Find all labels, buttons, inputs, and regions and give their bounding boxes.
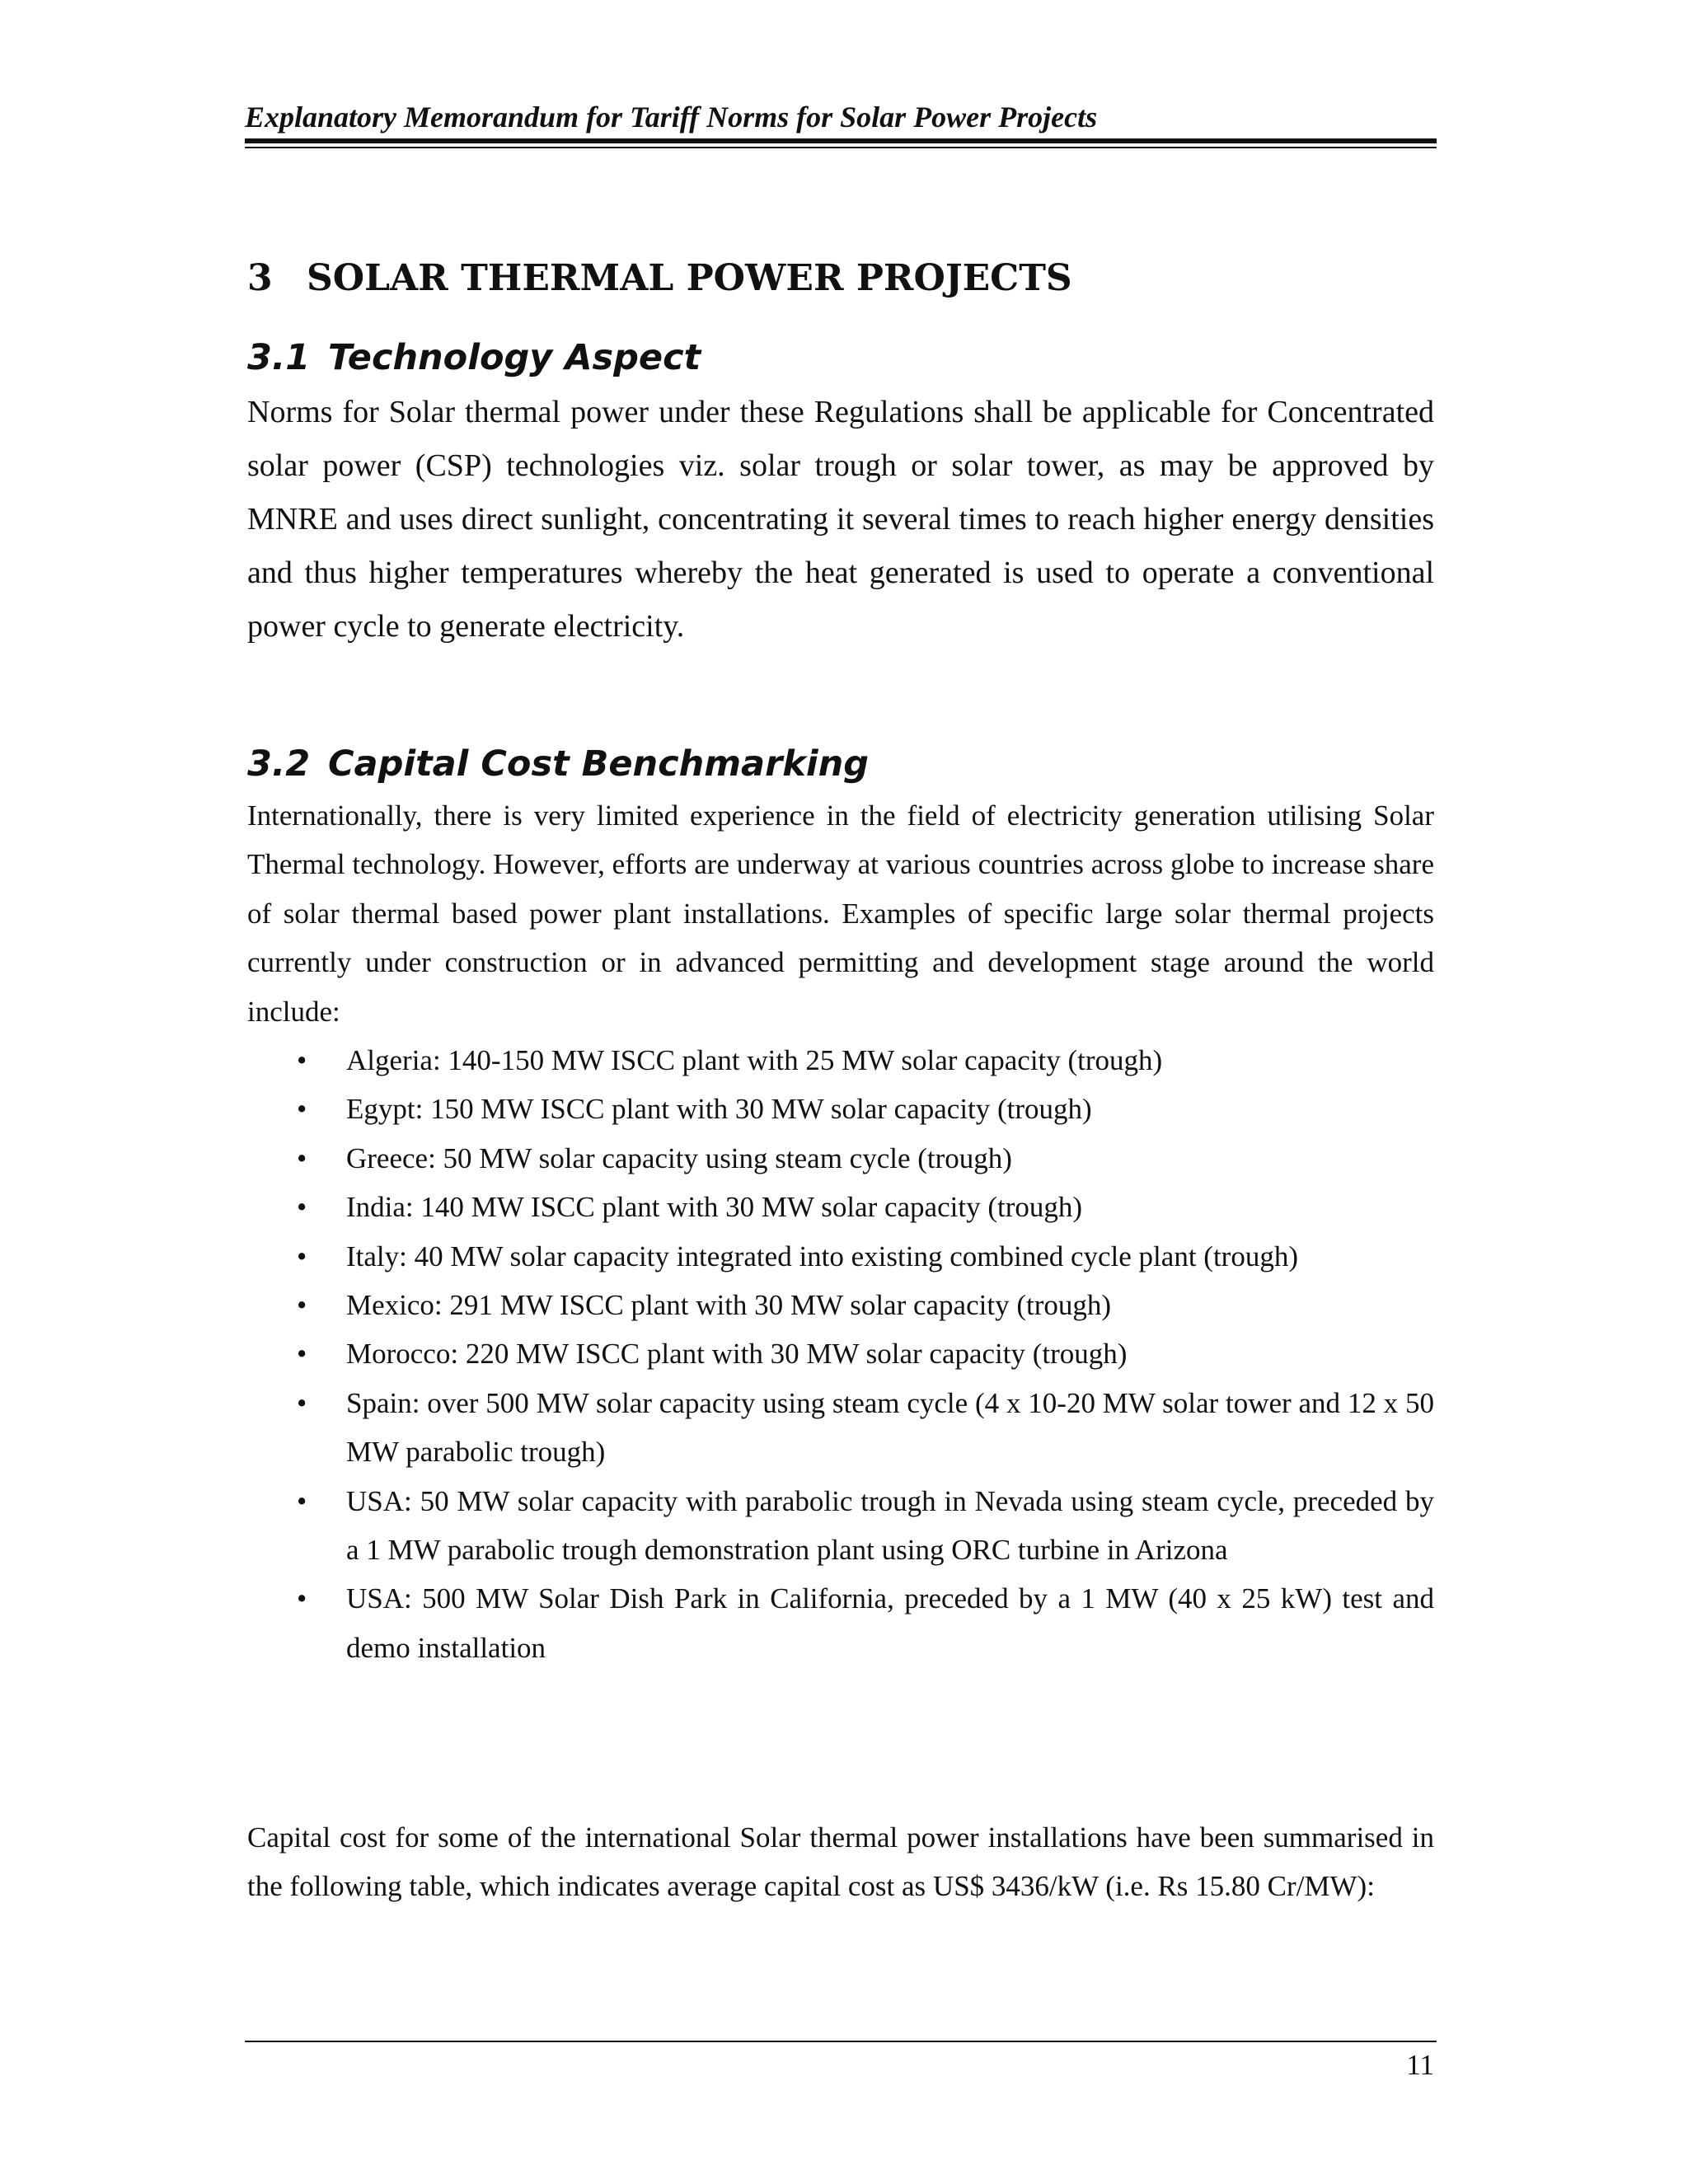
list-item-text: Greece: 50 MW solar capacity using steam cycle (trough) [346,1141,1012,1174]
list-item-text: India: 140 MW ISCC plant with 30 MW solar capacity (trough) [346,1191,1083,1224]
subsection-title: Capital Cost Benchmarking [328,743,870,785]
list-item-text: USA: 50 MW solar capacity with parabolic trough in Nevada using steam cycle, preceded by a 1 MW parabolic trough demonstration plant using ORC turbine in Arizona [346,1484,1434,1567]
bullet-icon: • [297,1386,307,1419]
list-item-text: USA: 500 MW Solar Dish Park in California, preceded by a 1 MW (40 x 25 kW) test and demo installation [346,1582,1434,1664]
list-item [247,1183,1434,1231]
list-item [247,1281,1434,1329]
project-list [247,1036,1434,1672]
subsection-number: 3.2 [247,743,311,785]
list-item [247,1574,1434,1672]
bullet-icon: • [297,1141,307,1174]
section-title: SOLAR THERMAL POWER PROJECTS [307,257,1072,299]
bullet-icon: • [297,1484,307,1517]
footer-rule [245,2041,1437,2042]
subsection-number: 3.1 [247,337,311,378]
list-item [247,1085,1434,1133]
list-item [247,1379,1434,1477]
capital-cost-paragraph: Internationally, there is very limited experience in the field of electricity generation utilising Solar Thermal technology. However, efforts are underway at various countries across globe to increase share of solar thermal based power plant installations. Examples of specific large solar thermal projects currently under construction or in advanced permitting and development stage around the world include: [247,799,1434,1028]
list-item-text: Morocco: 220 MW ISCC plant with 30 MW solar capacity (trough) [346,1338,1128,1371]
list-item-text: Algeria: 140-150 MW ISCC plant with 25 MW solar capacity (trough) [346,1044,1163,1076]
bullet-icon: • [297,1289,307,1322]
subsection-heading-capital-cost [247,740,869,788]
list-item [247,1036,1434,1085]
list-item-text: Spain: over 500 MW solar capacity using steam cycle (4 x 10-20 MW solar tower and 12 x 50 MW parabolic trough) [346,1386,1434,1469]
bullet-icon: • [297,1338,307,1371]
list-item-text: Mexico: 291 MW ISCC plant with 30 MW solar capacity (trough) [346,1289,1112,1322]
list-item [247,1232,1434,1281]
list-item-text: Egypt: 150 MW ISCC plant with 30 MW solar capacity (trough) [346,1093,1092,1126]
section-heading [247,254,1072,303]
running-header: Explanatory Memorandum for Tariff Norms for Solar Power Projects [245,101,1098,134]
technology-paragraph: Norms for Solar thermal power under these Regulations shall be applicable for Concentrated solar power (CSP) technologies viz. solar trough or solar tower, as may be approved by MNRE and uses direct sunlight, concentrating it several times to reach higher energy densities and thus higher temperatures whereby the heat generated is used to operate a conventional power cycle to generate electricity. [247,395,1434,644]
header-rule [245,138,1437,143]
bullet-icon: • [297,1582,307,1615]
header-rule-thin [245,147,1437,148]
subsection-title: Technology Aspect [328,337,701,378]
list-item [247,1477,1434,1575]
list-item-text: Italy: 40 MW solar capacity integrated into existing combined cycle plant (trough) [346,1240,1298,1272]
page-number: 11 [1406,2049,1434,2081]
bullet-icon: • [297,1240,307,1272]
capital-cost-summary-paragraph: Capital cost for some of the international Solar thermal power installations have been summarised in the following table, which indicates average capital cost as US$ 3436/kW (i.e. Rs 15.80 Cr/MW): [247,1821,1434,1903]
bullet-icon: • [297,1044,307,1076]
bullet-icon: • [297,1191,307,1224]
list-item [247,1134,1434,1183]
section-number: 3 [247,257,273,299]
bullet-icon: • [297,1093,307,1126]
list-item [247,1329,1434,1378]
subsection-heading-technology [247,334,701,382]
